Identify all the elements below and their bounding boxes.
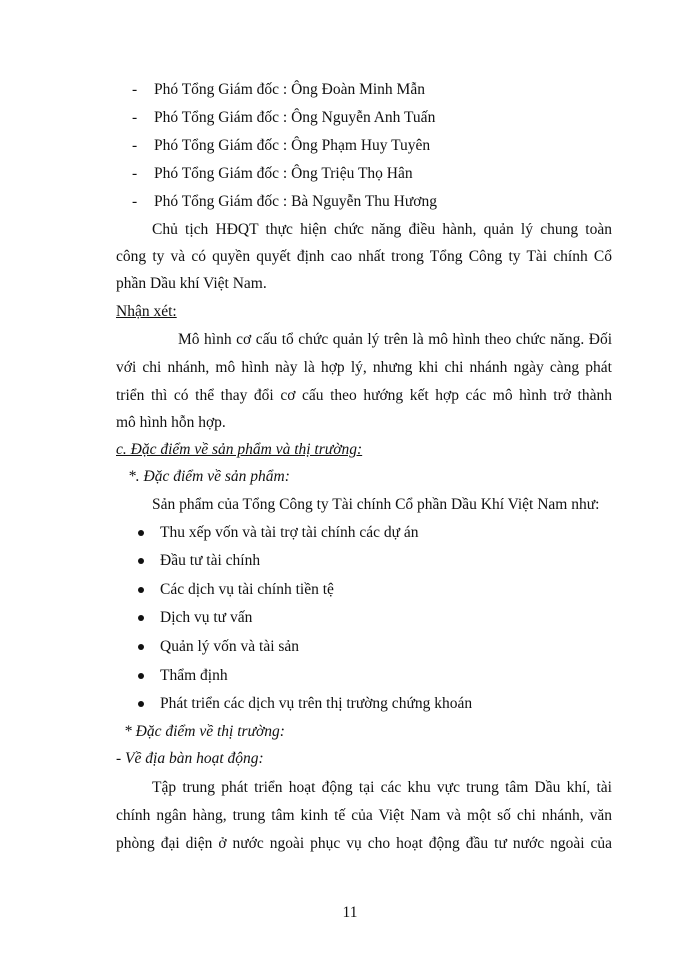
subsection-heading: * Đặc điểm về thị trường: xyxy=(124,723,285,740)
leader-title: Phó Tổng Giám đốc : xyxy=(154,109,288,126)
list-item xyxy=(138,637,578,657)
bullet-icon xyxy=(138,558,144,564)
leader-name: Ông Triệu Thọ Hân xyxy=(291,165,413,182)
list-item xyxy=(138,666,578,686)
dash-marker: - xyxy=(132,165,138,182)
leader-name: Bà Nguyễn Thu Hương xyxy=(291,193,437,210)
leader-title: Phó Tổng Giám đốc : xyxy=(154,137,288,154)
leader-name: Ông Nguyễn Anh Tuấn xyxy=(291,109,436,126)
bullet-icon xyxy=(138,530,144,536)
products-intro: Sản phẩm của Tổng Công ty Tài chính Cổ phần Dầu Khí Việt Nam như: xyxy=(152,496,600,513)
leader-title: Phó Tổng Giám đốc : xyxy=(154,165,288,182)
bullet-icon xyxy=(138,701,144,707)
list-item xyxy=(138,580,578,600)
paragraph-line: mô hình hỗn hợp. xyxy=(116,414,226,431)
paragraph-line: Mô hình cơ cấu tổ chức quản lý trên là mô hình theo chức năng. Đối xyxy=(178,331,612,348)
paragraph-line: phần Dầu khí Việt Nam. xyxy=(116,275,267,292)
paragraph-line: Chủ tịch HĐQT thực hiện chức năng điều hành, quản lý chung toàn xyxy=(152,221,612,238)
paragraph-line: triển thì có thể thay đổi cơ cấu theo hướng kết hợp các mô hình trở thành xyxy=(116,387,612,404)
remark-heading: Nhận xét: xyxy=(116,303,177,320)
list-item xyxy=(138,694,578,714)
list-item-text: Dịch vụ tư vấn xyxy=(160,609,253,626)
bullet-icon xyxy=(138,615,144,621)
list-item xyxy=(138,551,578,571)
list-item xyxy=(138,608,578,628)
list-item-text: Thẩm định xyxy=(160,667,228,684)
list-item-text: Thu xếp vốn và tài trợ tài chính các dự án xyxy=(160,524,419,541)
leader-name: Ông Phạm Huy Tuyên xyxy=(291,137,431,154)
leader-name: Ông Đoàn Minh Mẫn xyxy=(291,81,425,98)
dash-marker: - xyxy=(132,137,138,154)
list-item-text: Các dịch vụ tài chính tiền tệ xyxy=(160,581,334,598)
paragraph-line: chính ngân hàng, trung tâm kinh tế của Việt Nam và một số chi nhánh, văn xyxy=(116,807,612,824)
section-heading: c. Đặc điểm về sản phẩm và thị trường: xyxy=(116,441,363,458)
dash-marker: - xyxy=(132,193,138,210)
paragraph-line: công ty và có quyền quyết định cao nhất trong Tổng Công ty Tài chính Cổ xyxy=(116,248,612,265)
paragraph-line: Tập trung phát triển hoạt động tại các khu vực trung tâm Dầu khí, tài xyxy=(152,779,612,796)
subsection-heading: *. Đặc điểm về sản phẩm: xyxy=(128,468,290,485)
list-item-text: Phát triển các dịch vụ trên thị trường chứng khoán xyxy=(160,695,473,712)
list-item xyxy=(138,523,578,543)
leader-title: Phó Tổng Giám đốc : xyxy=(154,81,288,98)
list-item-text: Quản lý vốn và tài sản xyxy=(160,638,300,655)
bullet-icon xyxy=(138,644,144,650)
bullet-icon xyxy=(138,673,144,679)
leader-title: Phó Tổng Giám đốc : xyxy=(154,193,288,210)
dash-marker: - xyxy=(132,109,138,126)
page-number: 11 xyxy=(342,904,358,921)
paragraph-line: với chi nhánh, mô hình này là hợp lý, nhưng khi chi nhánh ngày càng phát xyxy=(116,359,612,376)
dash-marker: - xyxy=(132,81,138,98)
list-item-text: Đầu tư tài chính xyxy=(160,552,261,569)
subsection-heading: - Về địa bàn hoạt động: xyxy=(116,750,264,767)
bullet-icon xyxy=(138,587,144,593)
paragraph-line: phòng đại diện ở nước ngoài phục vụ cho hoạt động đầu tư nước ngoài của xyxy=(116,835,612,852)
